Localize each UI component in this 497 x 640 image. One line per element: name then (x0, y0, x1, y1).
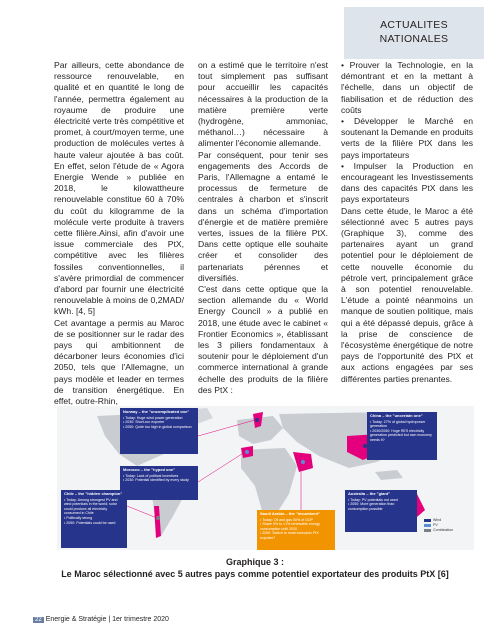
callout-item: • 2050: More generation than consumption possible (348, 502, 395, 511)
callout-item: • 2050: Potentials could be used (64, 520, 116, 525)
pv-marker (301, 460, 305, 464)
paragraph: Cet avantage a permis au Maroc de se positionner sur le radar des pays qui ambitionnent de décarboner leurs économies d'ici 2050, tels que l'Allemagne, un pays modèle et leader en termes de transition énergétique. En effet, outre-Rhin, (54, 317, 184, 407)
text-column-3 (341, 60, 473, 385)
pv-marker (245, 450, 249, 454)
callout-title: China – the "uncertain one" (370, 413, 423, 418)
paragraph: Par conséquent, pour tenir ses engagements des Accords de Paris, l'Allemagne a entamé le processus de fermeture de centrales à charbon et s'inscrit dans un schéma d'importation d'énergie et de matière première vertes, issues de la filière PtX. Dans cette optique elle souhaite créer et consolider des partenariats pérennes et diversifiés. (198, 149, 328, 283)
page-footer (33, 616, 169, 623)
callout-title: Morocco – the "hyped one" (123, 467, 176, 472)
callout-norway (120, 408, 198, 454)
paragraph: C'est dans cette optique que la section allemande du « World Energy Council » a publié en 2018, une étude avec le cabinet « Frontier Economics », établissant les 3 piliers fondamentaux à soutenir pour le déploiement d'un commerce international à grande échelle des produits de la filière des PtX : (198, 284, 328, 395)
callout-item: • 2030: Potential identified by every study (123, 478, 189, 483)
text-column-2 (198, 60, 328, 396)
text-column-1 (54, 60, 184, 407)
callout-item: • Politically strong (64, 515, 93, 520)
paragraph: Dans cette étude, le Maroc a été sélectionné avec 5 autres pays (Graphique 3), comme des partenaires ayant un grand potentiel pour le déploiement de cette nouvelle économie du pétrole vert, principalement grâce à son potentiel renouvelable. L'étude a pointé néanmoins un manque de soutien politique, mais qui a été dépassé depuis, grâce à la prise de conscience de l'écosystème énergétique de notre pays de l'opportunité des PtX et aux actions engagées par ses différentes parties prenantes. (341, 205, 473, 384)
bullet-paragraph: • Développer le Marché en soutenant la Demande en produits verts de la filière PtX dans les pays importateurs (341, 116, 473, 160)
callout-item: • Today: Oil and gas 50% of GDP (260, 517, 313, 522)
callout-item: • Today: PV potentials not used (348, 497, 398, 502)
legend-swatch-combination (424, 529, 431, 532)
wind-marker (255, 418, 259, 422)
legend-label: PV (433, 523, 438, 527)
footer-text: Energie & Stratégie | 1er trimestre 2020 (45, 616, 169, 623)
paragraph: on a estimé que le territoire n'est tout simplement pas suffisant pour accueillir les capacités nécessaires à la production de la matière première verte (hydrogène, ammoniac, méthanol…) nécessaire à alimenter l'économie allemande. (198, 60, 328, 149)
callout-item: • 2050: Quite too high in global comparison (123, 424, 192, 429)
callout-item: • Share 0% to <1% renewable energy consumption until 2020 (260, 522, 320, 531)
callout-item: • Today: Among strongest PV and wind potentials in the world; solar could produce all electricity consumed in Chile (64, 497, 118, 516)
map-legend (424, 518, 453, 533)
section-header-line1: ACTUALITES (380, 19, 448, 31)
bullet-paragraph: • Impulser la Production en encourageant les Investissements dans des capacités PtX dans les pays exportateurs (341, 160, 473, 205)
legend-label: Combination (433, 528, 454, 532)
callout-morocco (120, 466, 198, 500)
bullet-paragraph: • Prouver la Technologie, en la démontrant et en la mettant à l'échelle, dans un objectif de fiabilisation et de réduction des coûts (341, 60, 473, 115)
callout-title: Norway – the "uncomplicated one" (123, 409, 190, 414)
callout-item: • 2030/2050: Huge RES electricity generation predicted but own economy needs it? (370, 428, 432, 442)
callout-chile (61, 490, 127, 548)
callout-china (367, 412, 437, 460)
paragraph: Par ailleurs, cette abondance de ressource renouvelable, en qualité et en quantité le long de l'année, permettra également au royaume de produire une électricité verte très compétitive et promet, à court/moyen terme, une production de molécules vertes à haute valeur ajoutée à bas coût. En effet, selon l'étude de « Agora Energie Wende » publiée en 2018, le kilowattheure renouvelable constitue 60 à 70% du coût du kilogramme de la molécule verte produite à travers cette filière.Ainsi, afin d'avoir une issue commerciale des PtX, compétitive avec les filières fossiles conventionnelles, il s'avère primordial de commencer d'abord par fournir une électricité renouvelable à moins de 0,2MAD/ kWh. [4, 5] (54, 60, 184, 317)
figure-caption-text: Le Maroc sélectionné avec 5 autres pays comme potentiel exportateur des produits PtX [6] (61, 569, 449, 579)
section-header (344, 7, 484, 59)
page-number: 22 (35, 617, 42, 623)
callout-item: • Today: 27% of global hydropower generation (370, 419, 426, 429)
legend-label: Wind (433, 518, 442, 522)
world-map-figure (57, 406, 474, 550)
callout-item: • Today: Lack of political incentives (123, 473, 179, 478)
callout-item: • 2030: Short-run exporter (123, 420, 165, 425)
figure-caption-label: Graphique 3 : (225, 557, 284, 567)
legend-swatch-wind (424, 519, 431, 522)
callout-title: Australia – the "giant" (348, 491, 391, 496)
callout-item: • 2050: Switch to most economic PtX exporter? (260, 531, 319, 540)
callout-item: • Today: Huge wind power generation (123, 415, 183, 420)
legend-swatch-pv (424, 524, 431, 527)
callout-australia (345, 490, 417, 532)
callout-title: Chile – the "hidden champion" (64, 491, 123, 496)
callout-saudi-arabia (257, 510, 335, 550)
callout-title: Saudi Arabia – the "incumbent" (260, 511, 320, 516)
section-header-line2: NATIONALES (379, 33, 449, 45)
